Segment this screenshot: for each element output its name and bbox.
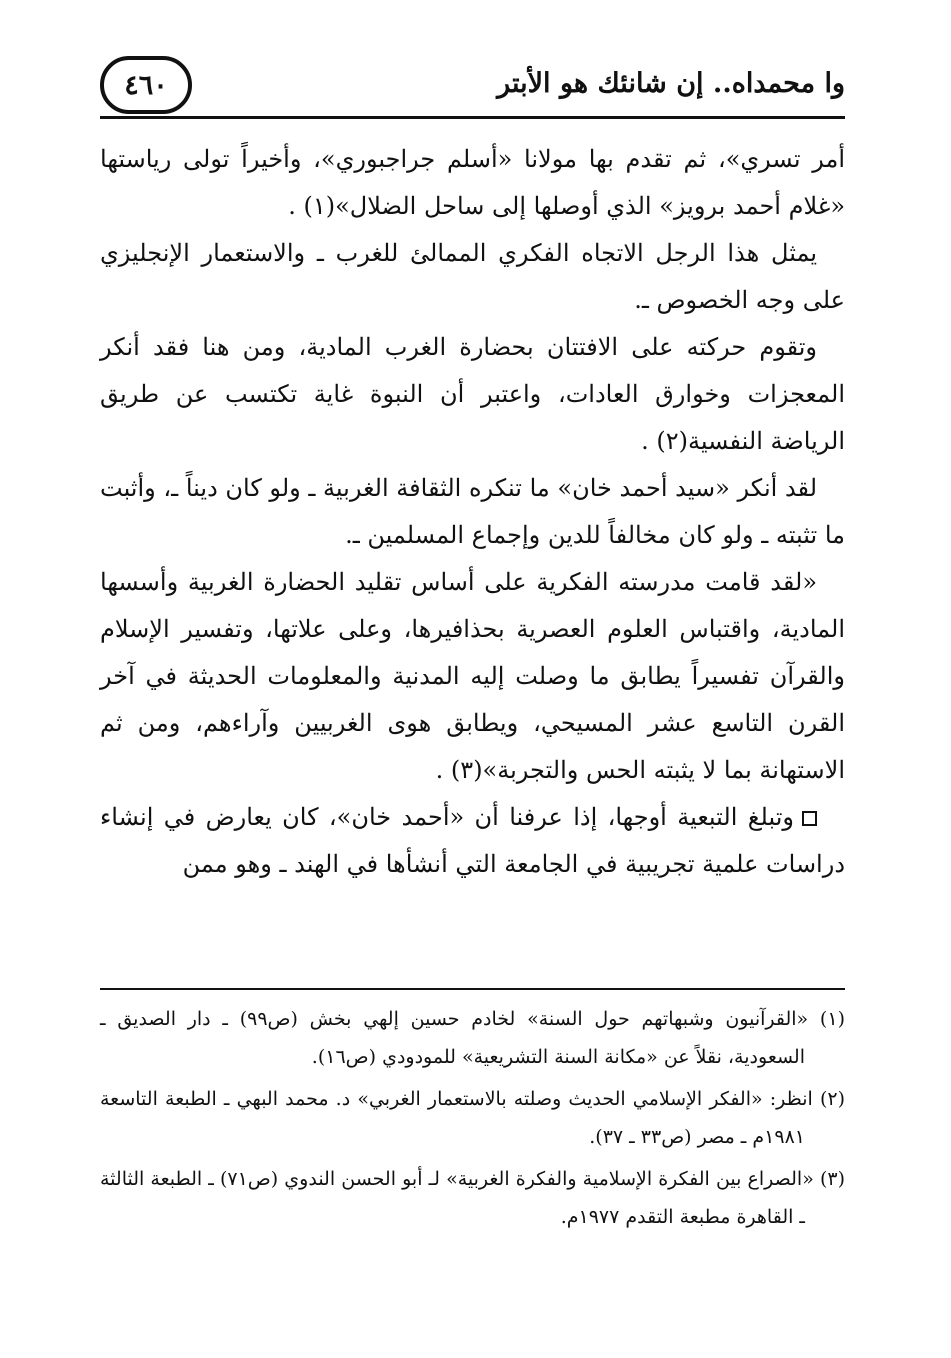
- paragraph-6-container: [100, 794, 845, 888]
- paragraph-4: لقد أنكر «سيد أحمد خان» ما تنكره الثقافة الغربية ـ ولو كان ديناً ـ، وأثبت ما تثبته ـ ولو كان مخالفاً للدين وإجماع المسلمين ـ.: [100, 474, 845, 549]
- header-divider: [100, 116, 845, 119]
- page-number: ٤٦٠: [100, 56, 192, 114]
- running-title: وا محمداه.. إن شانئك هو الأبتر: [497, 68, 845, 99]
- paragraph-3: وتقوم حركته على الافتتان بحضارة الغرب المادية، ومن هنا فقد أنكر المعجزات وخوارق العادات، واعتبر أن النبوة غاية تكتسب عن طريق الرياضة النفسية(٢) .: [100, 333, 845, 455]
- paragraph-1: أمر تسري»، ثم تقدم بها مولانا «أسلم جراجبوري»، وأخيراً تولى رياستها «غلام أحمد برويز» الذي أوصلها إلى ساحل الضلال»(١) .: [100, 145, 845, 220]
- square-bullet-icon: [802, 811, 817, 826]
- footnotes-section: [100, 1000, 845, 1240]
- main-text: [100, 136, 845, 888]
- paragraph-6: وتبلغ التبعية أوجها، إذا عرفنا أن «أحمد خان»، كان يعارض في إنشاء دراسات علمية تجريبية في الجامعة التي أنشأها في الهند ـ وهو ممن: [100, 803, 845, 878]
- footnote-3: (٣) «الصراع بين الفكرة الإسلامية والفكرة الغربية» لـ أبو الحسن الندوي (ص٧١) ـ الطبعة الثالثة ـ القاهرة مطبعة التقدم ١٩٧٧م.: [100, 1168, 845, 1228]
- book-page: [100, 50, 845, 1320]
- page-header: [100, 50, 845, 120]
- paragraph-2: يمثل هذا الرجل الاتجاه الفكري الممالئ للغرب ـ والاستعمار الإنجليزي على وجه الخصوص ـ.: [100, 239, 845, 314]
- footnote-2: (٢) انظر: «الفكر الإسلامي الحديث وصلته بالاستعمار الغربي» د. محمد البهي ـ الطبعة التاسعة ١٩٨١م ـ مصر (ص٣٣ ـ ٣٧).: [100, 1088, 845, 1148]
- footnote-1: (١) «القرآنيون وشبهاتهم حول السنة» لخادم حسين إلهي بخش (ص٩٩) ـ دار الصديق ـ السعودية، نقلاً عن «مكانة السنة التشريعية» للمودودي (ص١٦).: [100, 1008, 845, 1068]
- footnote-divider: [100, 988, 845, 990]
- paragraph-5: «لقد قامت مدرسته الفكرية على أساس تقليد الحضارة الغربية وأسسها المادية، واقتباس العلوم العصرية بحذافيرها، وعلى علاتها، وتفسير الإسلام والقرآن تفسيراً يطابق ما وصلت إليه المدنية والمعلومات الحديثة في آخر القرن التاسع عشر المسيحي، ويطابق هوى الغربيين وآراءهم، ومن ثم الاستهانة بما لا يثبته الحس والتجربة»(٣) .: [100, 568, 845, 784]
